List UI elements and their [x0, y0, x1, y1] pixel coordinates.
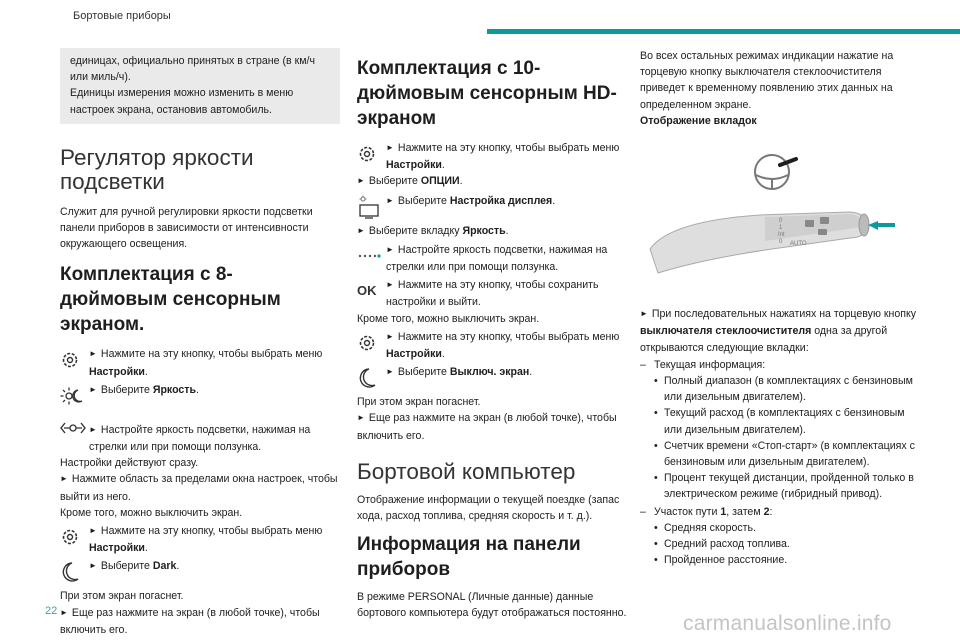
step-settings-4: ► Нажмите на эту кнопку, чтобы выбрать меню Настройки.	[357, 327, 637, 362]
paragraph: ► Еще раз нажмите на экран (в любой точке), чтобы включить его.	[60, 606, 320, 636]
paragraph: ► Нажмите область за пределами окна настроек, чтобы выйти из него.	[60, 473, 338, 503]
list-item: – Текущая информация:	[640, 358, 766, 371]
list-item: • Пройденное расстояние.	[654, 554, 788, 567]
list-item: • Процент текущей дистанции, пройденной только в электрическом режиме (гибридный привод).	[654, 472, 914, 501]
subsection-title-instrument-panel: Информация на панели приборов	[357, 534, 581, 581]
paragraph: ► Выберите ОПЦИИ.	[357, 175, 463, 188]
list-item: • Средняя скорость.	[654, 521, 756, 534]
stalk-mark: AUTO	[790, 241, 807, 248]
note-text-1: единицах, официально принятых в стране (в км/ч или миль/ч).	[70, 55, 315, 84]
stalk-mark: 0	[779, 239, 783, 246]
gear-icon	[60, 344, 89, 376]
step-settings-2: ► Нажмите на эту кнопку, чтобы выбрать меню Настройки.	[60, 521, 340, 556]
list-item: • Средний расход топлива.	[654, 538, 790, 551]
paragraph: Во всех остальных режимах индикации нажатие на торцевую кнопку выключателя стеклоочистителя приведет к временному появлению этих данных на определенном экране.	[640, 50, 894, 111]
list-item: – Участок пути 1, затем 2:	[640, 505, 773, 518]
paragraph: Настройки действуют сразу.	[60, 457, 199, 470]
column-3	[640, 48, 920, 568]
step-settings-1: ► Нажмите на эту кнопку, чтобы выбрать меню Настройки.	[60, 344, 340, 379]
watermark: carmanualsonline.info	[683, 612, 892, 635]
note-text-2: Единицы измерения можно изменить в меню настроек экрана, остановив автомобиль.	[70, 87, 294, 116]
section-title-brightness: Регулятор яркости подсветки	[60, 144, 254, 194]
paragraph: При этом экран погаснет.	[60, 590, 184, 603]
slider-arrows-icon	[60, 412, 89, 444]
gear-icon	[357, 327, 386, 359]
step-brightness: ► Выберите Яркость.	[60, 380, 340, 412]
brightness-icon	[60, 380, 89, 412]
press-arrow-icon	[868, 221, 895, 230]
paragraph: Кроме того, можно выключить экран.	[357, 312, 540, 325]
subheading-tabs: Отображение вкладок	[640, 114, 757, 127]
moon-icon	[357, 362, 386, 394]
paragraph: В режиме PERSONAL (Личные данные) данные бортового компьютера будут отображаться постоянно.	[357, 591, 627, 620]
list-item: • Счетчик времени «Стоп-старт» (в комплектациях с бензиновым или дизельным двигателем).	[654, 439, 915, 469]
stalk-mark: 1	[779, 225, 783, 232]
wiper-stalk-illustration	[640, 137, 900, 289]
subsection-title-8inch: Комплектация с 8-дюймовым сенсорным экраном.	[60, 264, 281, 336]
paragraph: При этом экран погаснет.	[357, 396, 481, 409]
gear-icon	[60, 521, 89, 553]
display-settings-icon	[357, 191, 386, 223]
paragraph: ► Выберите вкладку Яркость.	[357, 224, 509, 237]
list-item: • Полный диапазон (в комплектациях с бензиновым или дизельным двигателем).	[654, 375, 913, 404]
paragraph: Кроме того, можно выключить экран.	[60, 506, 243, 519]
slider-dots-icon	[357, 240, 386, 272]
ok-icon: OK	[357, 283, 377, 299]
paragraph: ► При последовательных нажатиях на торцевую кнопку выключателя стеклоочистителя одна за другой открываются следующие вкладки:	[640, 308, 916, 354]
paragraph: Служит для ручной регулировки яркости подсветки панели приборов в зависимости от интенсивности окружающего освещения.	[60, 205, 313, 251]
note-box	[60, 48, 340, 124]
section-title-trip-computer: Бортовой компьютер	[357, 458, 576, 484]
header-accent-bar	[487, 29, 960, 34]
gear-icon	[357, 138, 386, 170]
moon-icon	[60, 556, 89, 588]
stalk-mark: Int	[778, 232, 785, 239]
paragraph: ► Еще раз нажмите на экран (в любой точке), чтобы включить его.	[357, 412, 617, 442]
step-save: OK ► Нажмите на эту кнопку, чтобы сохранить настройки и выйти.	[357, 275, 637, 310]
step-adjust-2: ► Настройте яркость подсветки, нажимая на стрелки или при помощи ползунка.	[357, 240, 637, 275]
stalk-mark: 0	[779, 218, 783, 225]
step-dark: ► Выберите Dark.	[60, 556, 340, 588]
step-display-settings: ► Выберите Настройка дисплея.	[357, 191, 637, 223]
paragraph: Отображение информации о текущей поездке (запас хода, расход топлива, средняя скорость и т. д.).	[357, 493, 620, 523]
column-1	[60, 48, 340, 638]
step-adjust-slider: ► Настройте яркость подсветки, нажимая на стрелки или при помощи ползунка.	[60, 412, 340, 455]
column-2	[357, 48, 637, 622]
page-number: 22	[45, 605, 58, 617]
step-screen-off: ► Выберите Выключ. экран.	[357, 362, 637, 394]
step-settings-3: ► Нажмите на эту кнопку, чтобы выбрать меню Настройки.	[357, 138, 637, 173]
subsection-title-10inch: Комплектация с 10-дюймовым сенсорным HD-экраном	[357, 58, 617, 129]
running-header: Бортовые приборы	[73, 10, 171, 22]
list-item: • Текущий расход (в комплектациях с бензиновым или дизельным двигателем).	[654, 407, 905, 436]
